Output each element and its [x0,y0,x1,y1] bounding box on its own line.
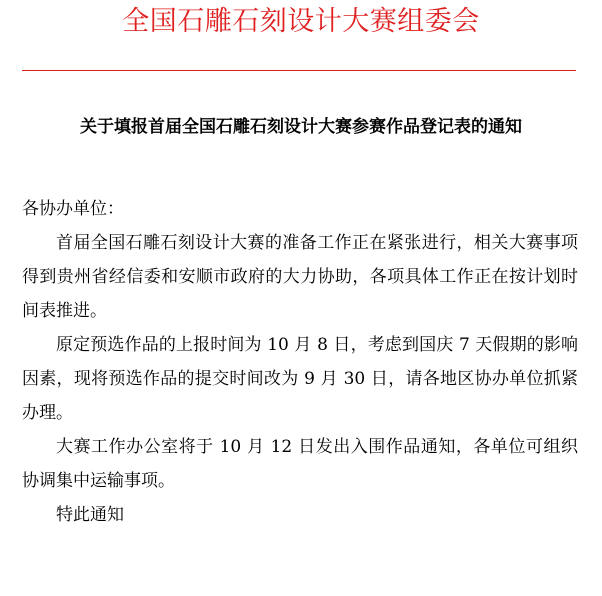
notice-title: 关于填报首届全国石雕石刻设计大赛参赛作品登记表的通知 [80,117,522,137]
paragraph-preparation-status: 首届全国石雕石刻设计大赛的准备工作正在紧张进行，相关大赛事项得到贵州省经信委和安顺市政府的大力协助，各项具体工作正在按计划时间表推进。 [22,233,578,321]
header-divider [22,70,576,71]
paragraph-deadline-change: 原定预选作品的上报时间为 10 月 8 日，考虑到国庆 7 天假期的影响因素，现将预选作品的提交时间改为 9 月 30 日，请各地区协办单位抓紧办理。 [22,335,578,423]
paragraph-finalist-notice: 大赛工作办公室将于 10 月 12 日发出入围作品通知，各单位可组织协调集中运输事项。 [22,437,578,491]
notice-body [22,192,578,532]
closing-line: 特此通知 [56,505,124,525]
organization-header-title: 全国石雕石刻设计大赛组委会 [122,6,480,37]
salutation: 各协办单位： [22,199,124,219]
